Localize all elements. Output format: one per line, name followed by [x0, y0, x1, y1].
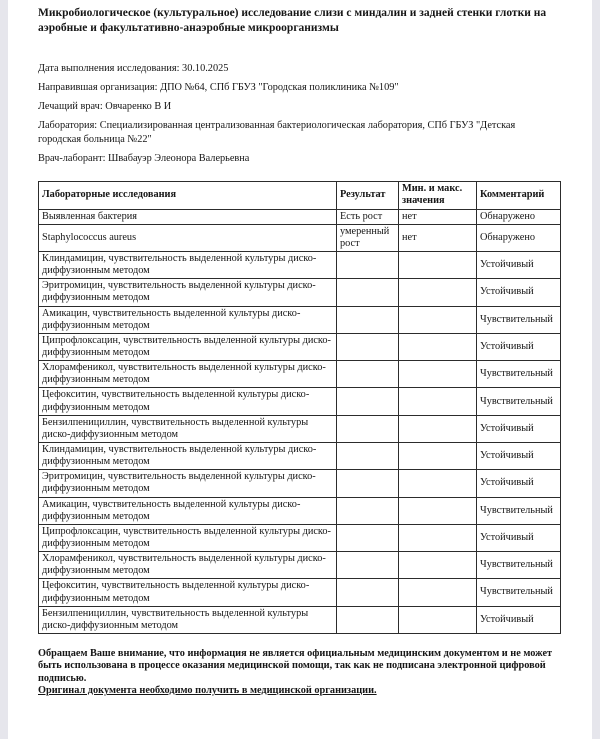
meta-laboratory: Лаборатория: Специализированная централизованная бактериологическая лаборатория, СПб ГБУЗ "Детская городская больница №22"	[38, 120, 516, 145]
table-row	[39, 415, 561, 442]
document-page	[8, 0, 592, 739]
cell-test: Бензилпенициллин, чувствительность выделенной культуры диско-диффузионным методом	[39, 415, 337, 442]
cell-comment: Устойчивый	[477, 415, 561, 442]
cell-result: умеренный рост	[337, 224, 399, 251]
table-row	[39, 470, 561, 497]
cell-comment: Устойчивый	[477, 279, 561, 306]
cell-test: Бензилпенициллин, чувствительность выделенной культуры диско-диффузионным методом	[39, 606, 337, 633]
cell-result	[337, 552, 399, 579]
cell-minmax	[399, 279, 477, 306]
table-row	[39, 606, 561, 633]
cell-test: Хлорамфеникол, чувствительность выделенной культуры диско-диффузионным методом	[39, 552, 337, 579]
table-row	[39, 388, 561, 415]
cell-test: Эритромицин, чувствительность выделенной культуры диско-диффузионным методом	[39, 279, 337, 306]
cell-comment: Обнаружено	[477, 224, 561, 251]
cell-comment: Обнаружено	[477, 209, 561, 224]
cell-comment: Устойчивый	[477, 606, 561, 633]
table-row	[39, 333, 561, 360]
cell-test: Выявленная бактерия	[39, 209, 337, 224]
table-header-row	[39, 182, 561, 209]
footer-notice-text: Обращаем Ваше внимание, что информация не является официальным медицинским документом и не может быть использована в процессе оказания медицинской помощи, так как не подписана электронной цифровой подписью.	[38, 647, 553, 684]
cell-result	[337, 361, 399, 388]
table-row	[39, 279, 561, 306]
cell-minmax	[399, 470, 477, 497]
cell-minmax	[399, 552, 477, 579]
cell-test: Клиндамицин, чувствительность выделенной культуры диско-диффузионным методом	[39, 443, 337, 470]
cell-minmax	[399, 415, 477, 442]
cell-result	[337, 252, 399, 279]
table-row	[39, 209, 561, 224]
document-title-line2: аэробные и факультативно-анаэробные микроорганизмы	[38, 21, 339, 34]
cell-comment: Чувствительный	[477, 579, 561, 606]
table-row	[39, 497, 561, 524]
cell-result	[337, 524, 399, 551]
cell-result	[337, 470, 399, 497]
cell-test: Цефокситин, чувствительность выделенной культуры диско-диффузионным методом	[39, 579, 337, 606]
cell-minmax	[399, 306, 477, 333]
cell-result	[337, 333, 399, 360]
table-row	[39, 224, 561, 251]
cell-comment: Чувствительный	[477, 361, 561, 388]
meta-attending-doctor: Лечащий врач: Овчаренко В И	[38, 101, 172, 113]
column-header-comment: Комментарий	[477, 182, 561, 209]
cell-minmax	[399, 333, 477, 360]
cell-test: Амикацин, чувствительность выделенной культуры диско-диффузионным методом	[39, 497, 337, 524]
cell-comment: Устойчивый	[477, 252, 561, 279]
cell-comment: Чувствительный	[477, 497, 561, 524]
cell-comment: Устойчивый	[477, 470, 561, 497]
results-table	[38, 181, 561, 634]
cell-minmax: нет	[399, 209, 477, 224]
cell-minmax	[399, 524, 477, 551]
cell-result	[337, 497, 399, 524]
table-row	[39, 252, 561, 279]
column-header-test: Лабораторные исследования	[39, 182, 337, 209]
cell-test: Staphylococcus aureus	[39, 224, 337, 251]
cell-result	[337, 579, 399, 606]
cell-test: Ципрофлоксацин, чувствительность выделенной культуры диско-диффузионным методом	[39, 524, 337, 551]
footer-notice-underlined: Оригинал документа необходимо получить в медицинской организации.	[38, 685, 377, 697]
meta-lab-doctor: Врач-лаборант: Швабауэр Элеонора Валерьевна	[38, 152, 250, 164]
cell-minmax	[399, 252, 477, 279]
cell-comment: Чувствительный	[477, 388, 561, 415]
cell-comment: Чувствительный	[477, 552, 561, 579]
column-header-result: Результат	[337, 182, 399, 209]
cell-result: Есть рост	[337, 209, 399, 224]
cell-test: Хлорамфеникол, чувствительность выделенной культуры диско-диффузионным методом	[39, 361, 337, 388]
cell-test: Эритромицин, чувствительность выделенной культуры диско-диффузионным методом	[39, 470, 337, 497]
column-header-minmax: Мин. и макс. значения	[399, 182, 477, 209]
cell-comment: Устойчивый	[477, 333, 561, 360]
cell-result	[337, 415, 399, 442]
cell-minmax	[399, 497, 477, 524]
cell-test: Цефокситин, чувствительность выделенной культуры диско-диффузионным методом	[39, 388, 337, 415]
cell-result	[337, 279, 399, 306]
table-row	[39, 552, 561, 579]
cell-minmax	[399, 443, 477, 470]
cell-comment: Устойчивый	[477, 443, 561, 470]
cell-result	[337, 388, 399, 415]
cell-minmax	[399, 361, 477, 388]
cell-comment: Устойчивый	[477, 524, 561, 551]
cell-minmax	[399, 388, 477, 415]
document-title-line1: Микробиологическое (культуральное) исследование слизи с миндалин и задней стенки глотки на	[38, 7, 547, 19]
cell-result	[337, 606, 399, 633]
meta-exam-date: Дата выполнения исследования: 30.10.2025	[38, 62, 229, 74]
cell-result	[337, 306, 399, 333]
document-title	[38, 6, 566, 36]
cell-minmax	[399, 579, 477, 606]
cell-result	[337, 443, 399, 470]
cell-test: Ципрофлоксацин, чувствительность выделенной культуры диско-диффузионным методом	[39, 333, 337, 360]
table-row	[39, 443, 561, 470]
meta-referring-organization: Направившая организация: ДПО №64, СПб ГБУЗ "Городская поликлиника №109"	[38, 81, 399, 93]
table-row	[39, 579, 561, 606]
cell-minmax	[399, 606, 477, 633]
footer-notice	[38, 648, 560, 697]
table-row	[39, 524, 561, 551]
cell-test: Амикацин, чувствительность выделенной культуры диско-диффузионным методом	[39, 306, 337, 333]
cell-comment: Чувствительный	[477, 306, 561, 333]
cell-test: Клиндамицин, чувствительность выделенной культуры диско-диффузионным методом	[39, 252, 337, 279]
table-row	[39, 361, 561, 388]
cell-minmax: нет	[399, 224, 477, 251]
table-row	[39, 306, 561, 333]
